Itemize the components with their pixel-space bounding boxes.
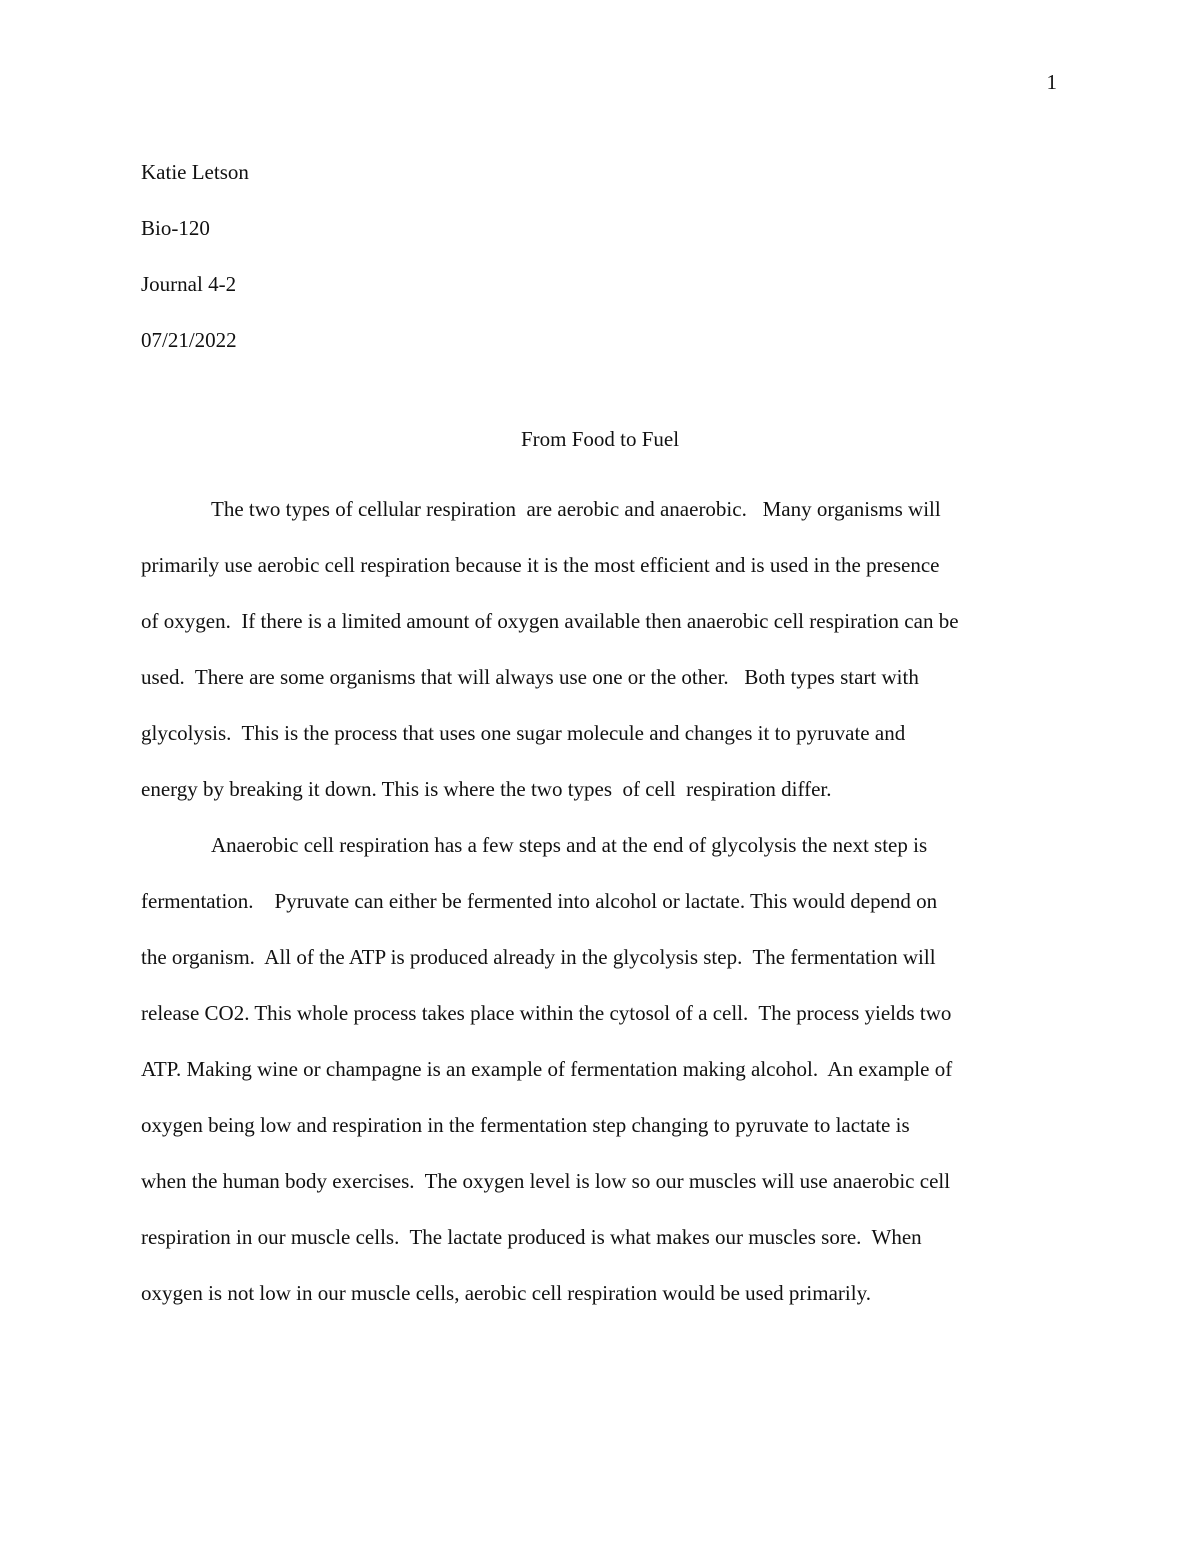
paragraph-line: ATP. Making wine or champagne is an example of fermentation making alcohol. An example of [141, 1057, 953, 1081]
paragraph-line: Anaerobic cell respiration has a few steps and at the end of glycolysis the next step is [211, 833, 928, 857]
paragraph-line: when the human body exercises. The oxygen level is low so our muscles will use anaerobic cell [141, 1169, 951, 1193]
paragraph-line: oxygen being low and respiration in the fermentation step changing to pyruvate to lactate is [141, 1113, 910, 1137]
paragraph-line: The two types of cellular respiration are aerobic and anaerobic. Many organisms will [211, 497, 941, 521]
paragraph-line: energy by breaking it down. This is where the two types of cell respiration differ. [141, 777, 832, 801]
paragraph [141, 817, 1061, 1321]
document-date: 07/21/2022 [141, 328, 237, 352]
assignment-name: Journal 4-2 [141, 272, 237, 296]
paragraph-line: of oxygen. If there is a limited amount of oxygen available then anaerobic cell respiration can be [141, 609, 959, 633]
author-name: Katie Letson [141, 160, 249, 184]
paragraph-line: used. There are some organisms that will always use one or the other. Both types start with [141, 665, 919, 689]
paragraph-line: release CO2. This whole process takes place within the cytosol of a cell. The process yields two [141, 1001, 952, 1025]
paragraph-line: the organism. All of the ATP is produced already in the glycolysis step. The fermentation will [141, 945, 936, 969]
paragraph-line: oxygen is not low in our muscle cells, aerobic cell respiration would be used primarily. [141, 1281, 871, 1305]
course-name: Bio-120 [141, 216, 210, 240]
paragraph-line: glycolysis. This is the process that uses one sugar molecule and changes it to pyruvate and [141, 721, 906, 745]
paragraph-line: fermentation. Pyruvate can either be fermented into alcohol or lactate. This would depend on [141, 889, 938, 913]
mla-header [141, 144, 1061, 368]
paragraph-line: primarily use aerobic cell respiration because it is the most efficient and is used in the presence [141, 553, 940, 577]
document-body [141, 481, 1061, 1321]
page-number: 1 [1046, 70, 1057, 94]
document-title: From Food to Fuel [520, 427, 680, 451]
paragraph-line: respiration in our muscle cells. The lactate produced is what makes our muscles sore. When [141, 1225, 922, 1249]
paragraph [141, 481, 1061, 817]
